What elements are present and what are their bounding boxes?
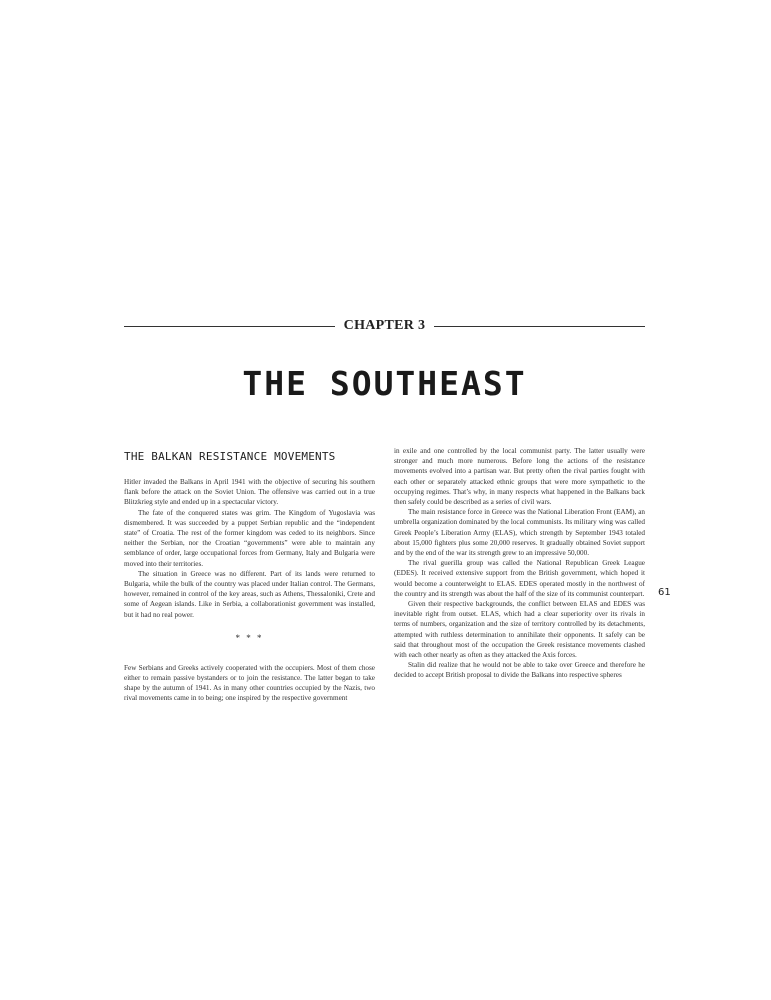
- left-column: [124, 446, 375, 704]
- right-column: [394, 446, 645, 681]
- paragraph: Hitler invaded the Balkans in April 1941 with the objective of securing his southern flank before the attack on the Soviet Union. The offensive was carried out in a true Blitzkrieg style and ended up in a spectacular victory.: [124, 478, 375, 507]
- chapter-header: [124, 316, 645, 336]
- paragraph: Stalin did realize that he would not be able to take over Greece and therefore he decided to accept British proposal to divide the Balkans into respective spheres: [394, 661, 645, 680]
- paragraph: Few Serbians and Greeks actively cooperated with the occupiers. Most of them chose either to remain passive bystanders or to join the resistance. The latter began to take shape by the autumn of 1941. As in many other countries occupied by the Nazis, two rival movements came in to being; one inspired by the respective government: [124, 663, 375, 703]
- chapter-label: CHAPTER 3: [343, 318, 426, 333]
- section-heading: THE BALKAN RESISTANCE MOVEMENTS: [124, 450, 336, 463]
- page-number: 61: [658, 587, 671, 598]
- paragraph: The fate of the conquered states was grim. The Kingdom of Yugoslavia was dismembered. It was succeeded by a puppet Serbian republic and the “independent state” of Croatia. The rest of the former kingdom was ceded to its neighbors. Since neither the Serbian, nor the Croatian “governments” were able to maintain any semblance of order, large occupational forces from Germany, Italy and Bulgaria were moved into their territories.: [124, 508, 375, 568]
- paragraph: The main resistance force in Greece was the National Liberation Front (EAM), an umbrella organization dominated by the local communists. Its military wing was called Greek People’s Liberation Army (ELAS), which strength by September 1943 totaled about 15,000 fighters plus some 20,000 reserves. It gradually obtained Soviet support and by the end of the war its strength grew to an impressive 50,000.: [394, 508, 645, 558]
- paragraph: in exile and one controlled by the local communist party. The latter usually were stronger and much more numerous. Before long the actions of the resistance movements evolved into a partisan war. But pretty often the rival parties fought with each other or separately attacked ethnic groups that were more sympathetic to the occupying regimes. That’s why, in many respects what happened in the Balkans back then safely could be described as a series of civil wars.: [394, 447, 645, 507]
- paragraph: Given their respective backgrounds, the conflict between ELAS and EDES was inevitable right from outset. ELAS, which had a clear superiority over its rivals in terms of numbers, organization and the size of territory controlled by its detachments, attempted with ruthless determination to annihilate their opponents. It safely can be said that throughout most of the occupation the Greek resistance movements clashed with each other nearly as often as they attacked the Axis forces.: [394, 600, 645, 660]
- paragraph: The situation in Greece was no different. Part of its lands were returned to Bulgaria, while the bulk of the country was placed under Italian control. The Germans, however, remained in control of the key areas, such as Athens, Thessaloniki, Crete and some of Aegean islands. Like in Serbia, a collaborationist government was installed, but it had no real power.: [124, 569, 375, 619]
- page-title: THE SOUTHEAST: [242, 364, 527, 403]
- paragraph: The rival guerilla group was called the National Republican Greek League (EDES). It received extensive support from the British government, which hoped it would become a counterweight to ELAS. EDES operated mostly in the northwest of the country and its strength was about the half of the size of its communist counterpart.: [394, 559, 645, 598]
- left-rule: [124, 326, 335, 327]
- right-rule: [434, 326, 645, 327]
- section-divider: * * *: [235, 632, 264, 643]
